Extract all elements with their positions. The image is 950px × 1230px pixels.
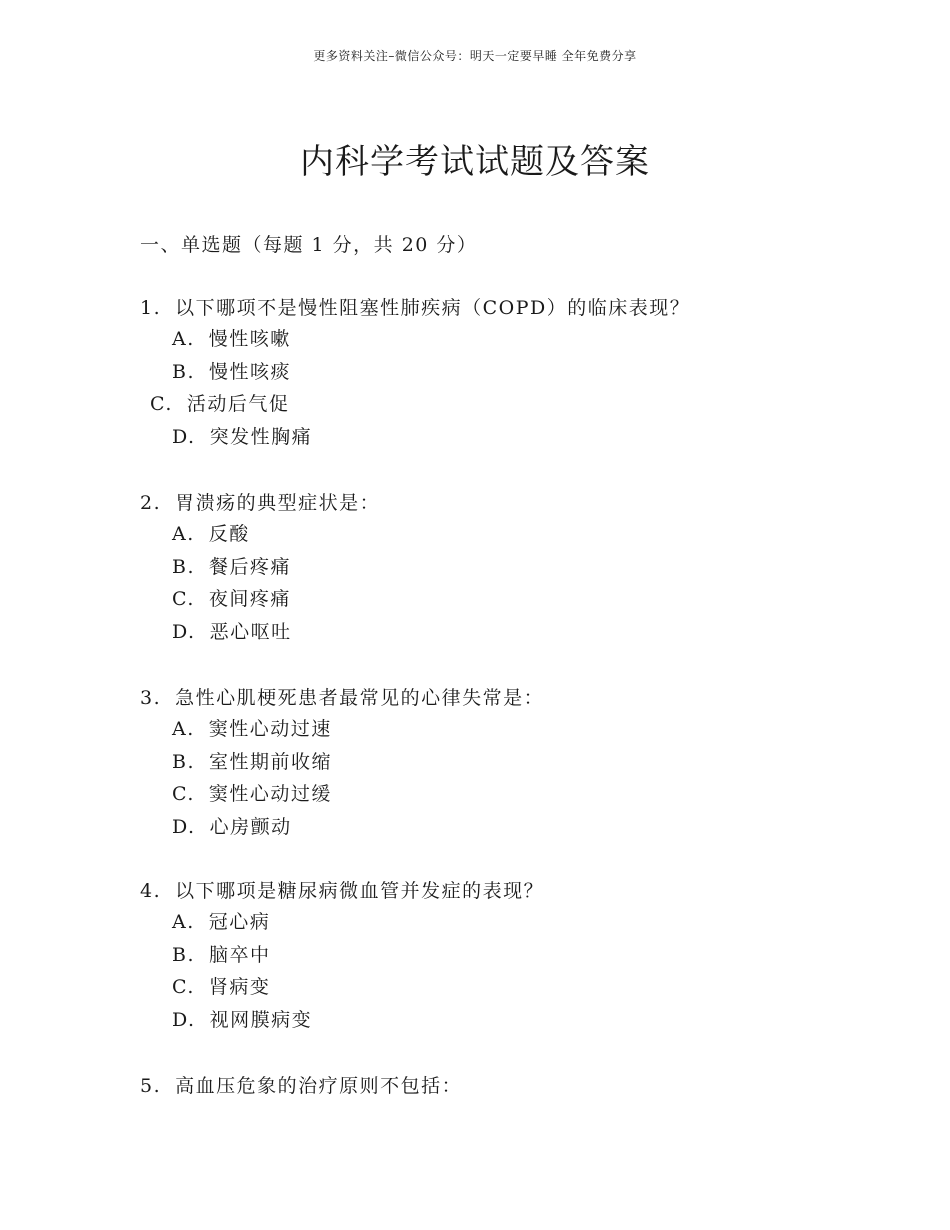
- question-stem: [140, 293, 690, 323]
- option-c: [140, 971, 544, 1004]
- option-text: 心房颤动: [209, 815, 292, 838]
- option-text: 突发性胸痛: [209, 425, 313, 448]
- question-4: [140, 876, 544, 1036]
- option-text: 慢性咳痰: [209, 360, 292, 383]
- option-letter: D.: [172, 620, 196, 643]
- option-d: [140, 1004, 544, 1037]
- option-c: [140, 388, 690, 421]
- option-letter: B.: [172, 943, 196, 966]
- question-1: [140, 293, 690, 453]
- option-text: 夜间疼痛: [208, 588, 291, 610]
- option-text: 慢性咳嗽: [208, 328, 291, 350]
- option-text: 恶心呕吐: [209, 620, 292, 643]
- option-a: [140, 713, 544, 746]
- option-d: [140, 811, 544, 844]
- question-number: 1.: [140, 297, 162, 319]
- option-d: [140, 616, 380, 649]
- option-letter: B.: [172, 360, 196, 383]
- question-stem: [140, 488, 380, 518]
- question-text: 以下哪项不是慢性阻塞性肺疾病（COPD）的临床表现？: [175, 297, 691, 319]
- option-letter: D.: [172, 1008, 196, 1031]
- option-a: [140, 323, 690, 356]
- question-stem: [140, 876, 544, 906]
- question-2: [140, 488, 380, 648]
- question-3: [140, 683, 544, 843]
- page-title: 内科学考试试题及答案: [300, 142, 650, 182]
- question-stem: [140, 683, 544, 713]
- option-letter: C.: [172, 783, 195, 805]
- option-letter: B.: [172, 555, 196, 578]
- question-text: 高血压危象的治疗原则不包括：: [175, 1075, 463, 1097]
- option-text: 活动后气促: [186, 393, 290, 415]
- question-5: [140, 1071, 462, 1101]
- header-note: 更多资料关注–微信公众号：明天一定要早睡 全年免费分享: [313, 49, 637, 63]
- option-text: 餐后疼痛: [209, 555, 292, 578]
- option-b: [140, 939, 544, 972]
- question-number: 5.: [140, 1075, 162, 1097]
- option-letter: D.: [172, 425, 196, 448]
- option-c: [140, 583, 380, 616]
- question-text: 胃溃疡的典型症状是：: [175, 492, 381, 514]
- option-letter: A.: [172, 523, 195, 545]
- option-letter: C.: [150, 393, 173, 415]
- option-text: 冠心病: [208, 911, 271, 933]
- option-text: 视网膜病变: [209, 1008, 313, 1031]
- option-letter: A.: [172, 911, 195, 933]
- option-text: 反酸: [208, 523, 250, 545]
- question-number: 4.: [140, 880, 162, 902]
- option-letter: D.: [172, 815, 196, 838]
- question-stem: [140, 1071, 462, 1101]
- option-text: 室性期前收缩: [209, 750, 333, 773]
- question-number: 2.: [140, 492, 162, 514]
- section-heading: 一、单选题（每题 1 分，共 20 分）: [140, 234, 478, 256]
- option-text: 肾病变: [208, 976, 271, 998]
- option-letter: C.: [172, 588, 195, 610]
- option-text: 窦性心动过缓: [208, 783, 332, 805]
- option-letter: A.: [172, 718, 195, 740]
- option-letter: B.: [172, 750, 196, 773]
- question-number: 3.: [140, 687, 162, 709]
- option-text: 脑卒中: [209, 943, 271, 966]
- option-b: [140, 551, 380, 584]
- option-letter: A.: [172, 328, 195, 350]
- question-text: 急性心肌梗死患者最常见的心律失常是：: [175, 687, 545, 709]
- option-letter: C.: [172, 976, 195, 998]
- option-a: [140, 518, 380, 551]
- option-text: 窦性心动过速: [208, 718, 332, 740]
- option-b: [140, 746, 544, 779]
- question-text: 以下哪项是糖尿病微血管并发症的表现？: [175, 880, 545, 902]
- option-c: [140, 778, 544, 811]
- option-b: [140, 356, 690, 389]
- option-d: [140, 421, 690, 454]
- option-a: [140, 906, 544, 939]
